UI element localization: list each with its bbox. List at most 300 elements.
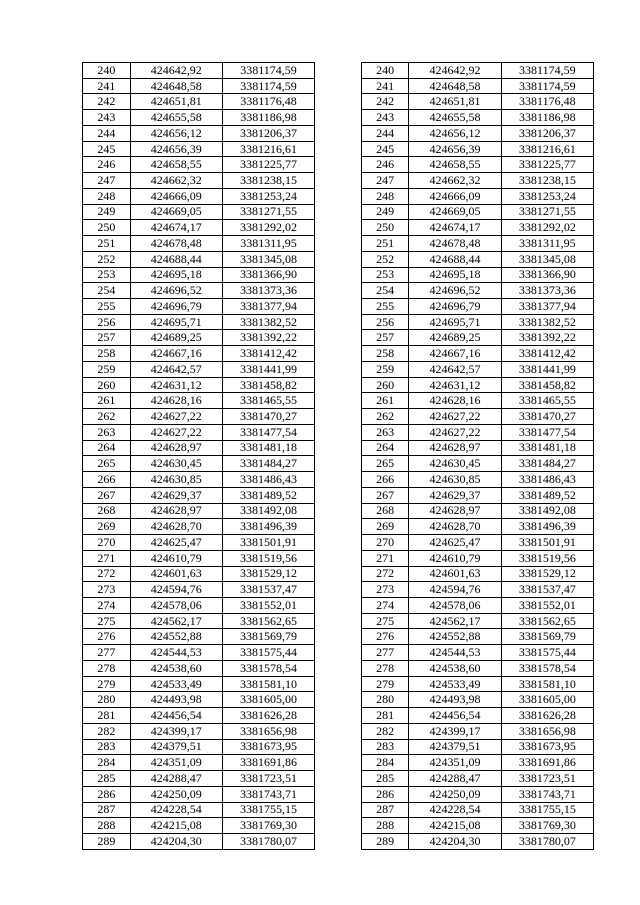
left-point-number-cell: 249 (83, 204, 131, 220)
column-gap (315, 472, 362, 488)
left-y-coordinate-cell: 3381458,82 (222, 377, 314, 393)
right-x-coordinate-cell: 424629,37 (409, 487, 501, 503)
column-gap (315, 503, 362, 519)
right-point-number-cell: 284 (361, 755, 409, 771)
column-gap (315, 251, 362, 267)
left-x-coordinate-cell: 424601,63 (130, 566, 222, 582)
left-x-coordinate-cell: 424578,06 (130, 597, 222, 613)
right-x-coordinate-cell: 424656,39 (409, 141, 501, 157)
left-x-coordinate-cell: 424625,47 (130, 535, 222, 551)
right-x-coordinate-cell: 424630,85 (409, 472, 501, 488)
table-row (83, 314, 594, 330)
right-x-coordinate-cell: 424250,09 (409, 786, 501, 802)
table-row (83, 173, 594, 189)
left-x-coordinate-cell: 424669,05 (130, 204, 222, 220)
left-y-coordinate-cell: 3381605,00 (222, 692, 314, 708)
right-y-coordinate-cell: 3381496,39 (501, 519, 593, 535)
right-y-coordinate-cell: 3381501,91 (501, 535, 593, 551)
left-y-coordinate-cell: 3381743,71 (222, 786, 314, 802)
right-point-number-cell: 265 (361, 456, 409, 472)
right-y-coordinate-cell: 3381578,54 (501, 660, 593, 676)
right-point-number-cell: 252 (361, 251, 409, 267)
column-gap (315, 188, 362, 204)
left-y-coordinate-cell: 3381501,91 (222, 535, 314, 551)
left-x-coordinate-cell: 424628,70 (130, 519, 222, 535)
table-row (83, 535, 594, 551)
right-y-coordinate-cell: 3381253,24 (501, 188, 593, 204)
table-row (83, 220, 594, 236)
left-x-coordinate-cell: 424631,12 (130, 377, 222, 393)
right-y-coordinate-cell: 3381465,55 (501, 393, 593, 409)
table-row (83, 818, 594, 834)
table-row (83, 456, 594, 472)
table-row (83, 802, 594, 818)
left-y-coordinate-cell: 3381581,10 (222, 676, 314, 692)
table-row (83, 566, 594, 582)
left-x-coordinate-cell: 424648,58 (130, 78, 222, 94)
left-point-number-cell: 258 (83, 346, 131, 362)
right-point-number-cell: 266 (361, 472, 409, 488)
left-x-coordinate-cell: 424658,55 (130, 157, 222, 173)
left-x-coordinate-cell: 424678,48 (130, 236, 222, 252)
right-point-number-cell: 289 (361, 833, 409, 849)
column-gap (315, 566, 362, 582)
table-row (83, 393, 594, 409)
left-x-coordinate-cell: 424689,25 (130, 330, 222, 346)
right-y-coordinate-cell: 3381392,22 (501, 330, 593, 346)
left-x-coordinate-cell: 424627,22 (130, 409, 222, 425)
right-x-coordinate-cell: 424379,51 (409, 739, 501, 755)
left-y-coordinate-cell: 3381578,54 (222, 660, 314, 676)
table-row (83, 708, 594, 724)
left-x-coordinate-cell: 424379,51 (130, 739, 222, 755)
right-y-coordinate-cell: 3381552,01 (501, 597, 593, 613)
left-x-coordinate-cell: 424544,53 (130, 645, 222, 661)
left-point-number-cell: 243 (83, 110, 131, 126)
column-gap (315, 550, 362, 566)
right-point-number-cell: 283 (361, 739, 409, 755)
left-x-coordinate-cell: 424538,60 (130, 660, 222, 676)
right-point-number-cell: 269 (361, 519, 409, 535)
right-y-coordinate-cell: 3381206,37 (501, 125, 593, 141)
right-x-coordinate-cell: 424631,12 (409, 377, 501, 393)
table-row (83, 487, 594, 503)
right-y-coordinate-cell: 3381581,10 (501, 676, 593, 692)
table-row (83, 550, 594, 566)
left-y-coordinate-cell: 3381345,08 (222, 251, 314, 267)
table-row (83, 188, 594, 204)
table-row (83, 582, 594, 598)
left-point-number-cell: 273 (83, 582, 131, 598)
right-x-coordinate-cell: 424695,71 (409, 314, 501, 330)
table-row (83, 330, 594, 346)
right-x-coordinate-cell: 424215,08 (409, 818, 501, 834)
right-point-number-cell: 253 (361, 267, 409, 283)
right-x-coordinate-cell: 424688,44 (409, 251, 501, 267)
right-y-coordinate-cell: 3381238,15 (501, 173, 593, 189)
right-point-number-cell: 282 (361, 723, 409, 739)
left-x-coordinate-cell: 424642,92 (130, 63, 222, 79)
column-gap (315, 487, 362, 503)
right-y-coordinate-cell: 3381723,51 (501, 771, 593, 787)
column-gap (315, 660, 362, 676)
column-gap (315, 833, 362, 849)
left-x-coordinate-cell: 424667,16 (130, 346, 222, 362)
left-y-coordinate-cell: 3381755,15 (222, 802, 314, 818)
right-point-number-cell: 281 (361, 708, 409, 724)
left-point-number-cell: 272 (83, 566, 131, 582)
column-gap (315, 220, 362, 236)
right-point-number-cell: 271 (361, 550, 409, 566)
table-row (83, 299, 594, 315)
right-y-coordinate-cell: 3381345,08 (501, 251, 593, 267)
left-y-coordinate-cell: 3381470,27 (222, 409, 314, 425)
right-y-coordinate-cell: 3381486,43 (501, 472, 593, 488)
column-gap (315, 613, 362, 629)
right-x-coordinate-cell: 424288,47 (409, 771, 501, 787)
column-gap (315, 739, 362, 755)
table-row (83, 409, 594, 425)
table-row (83, 110, 594, 126)
left-point-number-cell: 278 (83, 660, 131, 676)
right-y-coordinate-cell: 3381186,98 (501, 110, 593, 126)
right-y-coordinate-cell: 3381458,82 (501, 377, 593, 393)
column-gap (315, 771, 362, 787)
table-row (83, 440, 594, 456)
right-point-number-cell: 262 (361, 409, 409, 425)
right-x-coordinate-cell: 424594,76 (409, 582, 501, 598)
left-y-coordinate-cell: 3381626,28 (222, 708, 314, 724)
left-point-number-cell: 276 (83, 629, 131, 645)
right-point-number-cell: 273 (361, 582, 409, 598)
table-row (83, 283, 594, 299)
right-y-coordinate-cell: 3381377,94 (501, 299, 593, 315)
right-y-coordinate-cell: 3381492,08 (501, 503, 593, 519)
column-gap (315, 346, 362, 362)
column-gap (315, 330, 362, 346)
right-point-number-cell: 248 (361, 188, 409, 204)
left-x-coordinate-cell: 424493,98 (130, 692, 222, 708)
right-y-coordinate-cell: 3381470,27 (501, 409, 593, 425)
left-y-coordinate-cell: 3381253,24 (222, 188, 314, 204)
column-gap (315, 708, 362, 724)
left-y-coordinate-cell: 3381496,39 (222, 519, 314, 535)
right-point-number-cell: 276 (361, 629, 409, 645)
column-gap (315, 723, 362, 739)
left-y-coordinate-cell: 3381377,94 (222, 299, 314, 315)
column-gap (315, 582, 362, 598)
left-point-number-cell: 259 (83, 361, 131, 377)
right-point-number-cell: 258 (361, 346, 409, 362)
right-x-coordinate-cell: 424655,58 (409, 110, 501, 126)
left-x-coordinate-cell: 424215,08 (130, 818, 222, 834)
right-x-coordinate-cell: 424696,79 (409, 299, 501, 315)
right-x-coordinate-cell: 424351,09 (409, 755, 501, 771)
left-y-coordinate-cell: 3381492,08 (222, 503, 314, 519)
right-y-coordinate-cell: 3381605,00 (501, 692, 593, 708)
left-x-coordinate-cell: 424628,97 (130, 503, 222, 519)
left-y-coordinate-cell: 3381656,98 (222, 723, 314, 739)
column-gap (315, 125, 362, 141)
left-point-number-cell: 266 (83, 472, 131, 488)
left-point-number-cell: 269 (83, 519, 131, 535)
left-point-number-cell: 289 (83, 833, 131, 849)
left-x-coordinate-cell: 424533,49 (130, 676, 222, 692)
right-y-coordinate-cell: 3381373,36 (501, 283, 593, 299)
left-x-coordinate-cell: 424351,09 (130, 755, 222, 771)
left-y-coordinate-cell: 3381537,47 (222, 582, 314, 598)
table-row (83, 723, 594, 739)
right-x-coordinate-cell: 424696,52 (409, 283, 501, 299)
left-point-number-cell: 281 (83, 708, 131, 724)
column-gap (315, 63, 362, 79)
left-x-coordinate-cell: 424642,57 (130, 361, 222, 377)
right-x-coordinate-cell: 424610,79 (409, 550, 501, 566)
table-row (83, 755, 594, 771)
right-x-coordinate-cell: 424628,16 (409, 393, 501, 409)
column-gap (315, 676, 362, 692)
left-point-number-cell: 240 (83, 63, 131, 79)
left-point-number-cell: 242 (83, 94, 131, 110)
right-x-coordinate-cell: 424648,58 (409, 78, 501, 94)
table-row (83, 503, 594, 519)
left-y-coordinate-cell: 3381691,86 (222, 755, 314, 771)
left-point-number-cell: 279 (83, 676, 131, 692)
right-x-coordinate-cell: 424625,47 (409, 535, 501, 551)
right-x-coordinate-cell: 424578,06 (409, 597, 501, 613)
right-y-coordinate-cell: 3381569,79 (501, 629, 593, 645)
left-y-coordinate-cell: 3381477,54 (222, 424, 314, 440)
right-y-coordinate-cell: 3381691,86 (501, 755, 593, 771)
right-point-number-cell: 285 (361, 771, 409, 787)
right-point-number-cell: 254 (361, 283, 409, 299)
left-x-coordinate-cell: 424630,85 (130, 472, 222, 488)
table-row (83, 141, 594, 157)
left-y-coordinate-cell: 3381441,99 (222, 361, 314, 377)
table-row (83, 629, 594, 645)
left-point-number-cell: 241 (83, 78, 131, 94)
left-y-coordinate-cell: 3381489,52 (222, 487, 314, 503)
right-point-number-cell: 264 (361, 440, 409, 456)
left-y-coordinate-cell: 3381562,65 (222, 613, 314, 629)
right-x-coordinate-cell: 424656,12 (409, 125, 501, 141)
right-point-number-cell: 279 (361, 676, 409, 692)
column-gap (315, 141, 362, 157)
left-point-number-cell: 253 (83, 267, 131, 283)
right-y-coordinate-cell: 3381529,12 (501, 566, 593, 582)
table-row (83, 204, 594, 220)
right-point-number-cell: 242 (361, 94, 409, 110)
table-row (83, 361, 594, 377)
left-x-coordinate-cell: 424655,58 (130, 110, 222, 126)
table-row (83, 251, 594, 267)
left-y-coordinate-cell: 3381465,55 (222, 393, 314, 409)
left-x-coordinate-cell: 424562,17 (130, 613, 222, 629)
right-point-number-cell: 247 (361, 173, 409, 189)
column-gap (315, 361, 362, 377)
right-point-number-cell: 278 (361, 660, 409, 676)
column-gap (315, 802, 362, 818)
left-y-coordinate-cell: 3381769,30 (222, 818, 314, 834)
right-y-coordinate-cell: 3381537,47 (501, 582, 593, 598)
column-gap (315, 94, 362, 110)
table-row (83, 771, 594, 787)
right-y-coordinate-cell: 3381271,55 (501, 204, 593, 220)
right-y-coordinate-cell: 3381412,42 (501, 346, 593, 362)
right-point-number-cell: 244 (361, 125, 409, 141)
right-x-coordinate-cell: 424627,22 (409, 409, 501, 425)
table-row (83, 346, 594, 362)
left-point-number-cell: 277 (83, 645, 131, 661)
right-x-coordinate-cell: 424630,45 (409, 456, 501, 472)
table-row (83, 692, 594, 708)
left-y-coordinate-cell: 3381484,27 (222, 456, 314, 472)
left-x-coordinate-cell: 424552,88 (130, 629, 222, 645)
column-gap (315, 424, 362, 440)
right-point-number-cell: 257 (361, 330, 409, 346)
table-row (83, 786, 594, 802)
right-y-coordinate-cell: 3381656,98 (501, 723, 593, 739)
left-x-coordinate-cell: 424628,16 (130, 393, 222, 409)
table-row (83, 424, 594, 440)
table-row (83, 472, 594, 488)
column-gap (315, 519, 362, 535)
left-point-number-cell: 286 (83, 786, 131, 802)
left-y-coordinate-cell: 3381238,15 (222, 173, 314, 189)
right-y-coordinate-cell: 3381382,52 (501, 314, 593, 330)
left-y-coordinate-cell: 3381174,59 (222, 78, 314, 94)
right-x-coordinate-cell: 424204,30 (409, 833, 501, 849)
left-point-number-cell: 246 (83, 157, 131, 173)
table-row (83, 94, 594, 110)
left-x-coordinate-cell: 424666,09 (130, 188, 222, 204)
right-y-coordinate-cell: 3381769,30 (501, 818, 593, 834)
right-y-coordinate-cell: 3381755,15 (501, 802, 593, 818)
right-y-coordinate-cell: 3381575,44 (501, 645, 593, 661)
column-gap (315, 597, 362, 613)
left-y-coordinate-cell: 3381392,22 (222, 330, 314, 346)
left-y-coordinate-cell: 3381519,56 (222, 550, 314, 566)
table-row (83, 645, 594, 661)
column-gap (315, 440, 362, 456)
right-point-number-cell: 256 (361, 314, 409, 330)
table-row (83, 519, 594, 535)
column-gap (315, 267, 362, 283)
left-point-number-cell: 274 (83, 597, 131, 613)
left-y-coordinate-cell: 3381529,12 (222, 566, 314, 582)
right-point-number-cell: 243 (361, 110, 409, 126)
left-y-coordinate-cell: 3381673,95 (222, 739, 314, 755)
table-row (83, 660, 594, 676)
table-row (83, 613, 594, 629)
column-gap (315, 204, 362, 220)
right-x-coordinate-cell: 424399,17 (409, 723, 501, 739)
column-gap (315, 393, 362, 409)
left-point-number-cell: 260 (83, 377, 131, 393)
right-point-number-cell: 241 (361, 78, 409, 94)
left-point-number-cell: 268 (83, 503, 131, 519)
right-point-number-cell: 287 (361, 802, 409, 818)
left-y-coordinate-cell: 3381225,77 (222, 157, 314, 173)
right-y-coordinate-cell: 3381626,28 (501, 708, 593, 724)
left-point-number-cell: 257 (83, 330, 131, 346)
left-x-coordinate-cell: 424696,79 (130, 299, 222, 315)
left-point-number-cell: 267 (83, 487, 131, 503)
left-x-coordinate-cell: 424628,97 (130, 440, 222, 456)
left-y-coordinate-cell: 3381412,42 (222, 346, 314, 362)
table-row (83, 833, 594, 849)
right-y-coordinate-cell: 3381225,77 (501, 157, 593, 173)
right-x-coordinate-cell: 424456,54 (409, 708, 501, 724)
left-point-number-cell: 275 (83, 613, 131, 629)
column-gap (315, 377, 362, 393)
left-x-coordinate-cell: 424656,12 (130, 125, 222, 141)
left-y-coordinate-cell: 3381366,90 (222, 267, 314, 283)
left-x-coordinate-cell: 424696,52 (130, 283, 222, 299)
right-point-number-cell: 280 (361, 692, 409, 708)
left-point-number-cell: 247 (83, 173, 131, 189)
left-y-coordinate-cell: 3381780,07 (222, 833, 314, 849)
right-x-coordinate-cell: 424538,60 (409, 660, 501, 676)
table-row (83, 267, 594, 283)
column-gap (315, 786, 362, 802)
column-gap (315, 283, 362, 299)
left-point-number-cell: 280 (83, 692, 131, 708)
right-x-coordinate-cell: 424669,05 (409, 204, 501, 220)
right-x-coordinate-cell: 424642,57 (409, 361, 501, 377)
table-row (83, 739, 594, 755)
right-x-coordinate-cell: 424552,88 (409, 629, 501, 645)
left-y-coordinate-cell: 3381311,95 (222, 236, 314, 252)
right-x-coordinate-cell: 424678,48 (409, 236, 501, 252)
column-gap (315, 236, 362, 252)
right-y-coordinate-cell: 3381292,02 (501, 220, 593, 236)
column-gap (315, 78, 362, 94)
right-x-coordinate-cell: 424658,55 (409, 157, 501, 173)
left-point-number-cell: 282 (83, 723, 131, 739)
right-y-coordinate-cell: 3381174,59 (501, 63, 593, 79)
table-row (83, 63, 594, 79)
column-gap (315, 692, 362, 708)
right-point-number-cell: 286 (361, 786, 409, 802)
left-x-coordinate-cell: 424250,09 (130, 786, 222, 802)
left-y-coordinate-cell: 3381373,36 (222, 283, 314, 299)
left-x-coordinate-cell: 424288,47 (130, 771, 222, 787)
left-y-coordinate-cell: 3381723,51 (222, 771, 314, 787)
right-point-number-cell: 272 (361, 566, 409, 582)
right-y-coordinate-cell: 3381477,54 (501, 424, 593, 440)
table-row (83, 125, 594, 141)
left-point-number-cell: 265 (83, 456, 131, 472)
right-point-number-cell: 240 (361, 63, 409, 79)
left-point-number-cell: 262 (83, 409, 131, 425)
right-y-coordinate-cell: 3381484,27 (501, 456, 593, 472)
right-point-number-cell: 250 (361, 220, 409, 236)
right-point-number-cell: 268 (361, 503, 409, 519)
left-x-coordinate-cell: 424610,79 (130, 550, 222, 566)
left-point-number-cell: 256 (83, 314, 131, 330)
left-point-number-cell: 261 (83, 393, 131, 409)
right-y-coordinate-cell: 3381780,07 (501, 833, 593, 849)
table-row (83, 597, 594, 613)
right-point-number-cell: 259 (361, 361, 409, 377)
right-x-coordinate-cell: 424628,70 (409, 519, 501, 535)
column-gap (315, 456, 362, 472)
left-x-coordinate-cell: 424695,18 (130, 267, 222, 283)
right-y-coordinate-cell: 3381174,59 (501, 78, 593, 94)
right-y-coordinate-cell: 3381176,48 (501, 94, 593, 110)
left-x-coordinate-cell: 424627,22 (130, 424, 222, 440)
